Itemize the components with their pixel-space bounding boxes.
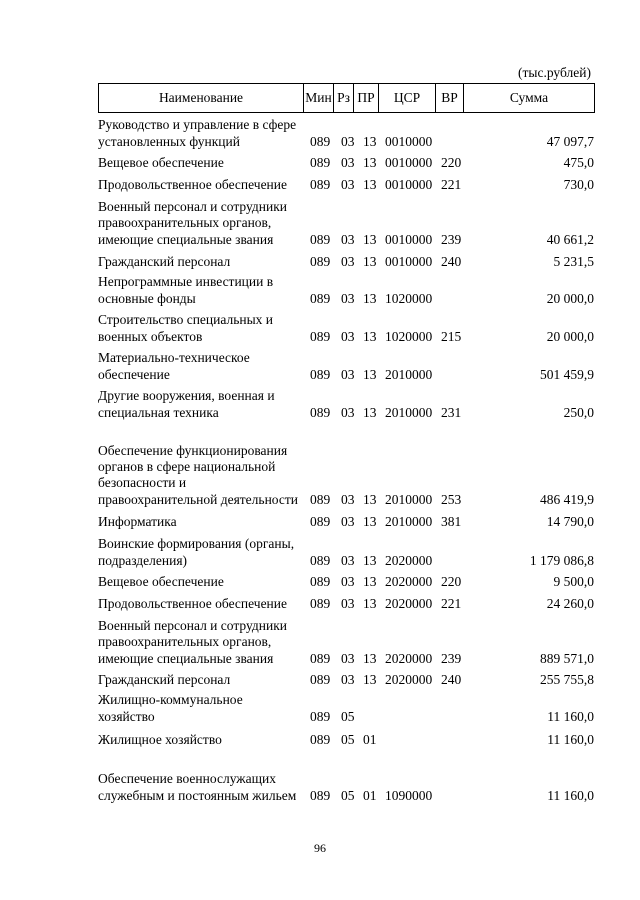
cell-csr: 2020000 [385,552,433,568]
cell-vr: 221 [441,176,462,192]
cell-rz: 03 [341,133,355,149]
cell-csr: 0010000 [385,253,433,269]
cell-name: Воинские формирования (органы, подразделения) [98,536,295,568]
cell-rz: 03 [341,491,355,507]
cell-pr: 13 [363,231,377,247]
cell-pr: 13 [363,595,377,611]
cell-min: 089 [310,290,331,306]
cell-vr: 381 [441,513,462,529]
header-pr: ПР [354,84,379,112]
cell-min: 089 [310,650,331,666]
cell-sum: 20 000,0 [546,328,594,344]
cell-min: 089 [310,154,331,170]
cell-min: 089 [310,133,331,149]
cell-vr: 220 [441,573,462,589]
cell-sum: 501 459,9 [540,366,594,382]
cell-rz: 03 [341,671,355,687]
cell-pr: 13 [363,491,377,507]
cell-name: Обеспечение военнослужащих служебным и постоянным жильем [98,771,297,803]
cell-pr: 13 [363,253,377,269]
cell-csr: 2020000 [385,650,433,666]
header-sum: Сумма [509,90,549,105]
cell-rz: 03 [341,328,355,344]
cell-sum: 14 790,0 [546,513,594,529]
cell-pr: 13 [363,671,377,687]
cell-rz: 05 [341,708,355,724]
cell-pr: 13 [363,552,377,568]
cell-name: Продовольственное обеспечение [98,176,287,192]
cell-sum: 9 500,0 [553,573,594,589]
cell-pr: 13 [363,133,377,149]
header-min: Мин [304,84,334,112]
cell-min: 089 [310,253,331,269]
cell-rz: 03 [341,231,355,247]
cell-min: 089 [310,328,331,344]
cell-vr: 215 [441,328,462,344]
cell-sum: 5 231,5 [553,253,594,269]
cell-vr: 239 [441,650,462,666]
cell-csr: 2020000 [385,595,433,611]
cell-csr: 0010000 [385,231,433,247]
cell-min: 089 [310,573,331,589]
cell-vr: 253 [441,491,462,507]
cell-csr: 2010000 [385,491,433,507]
cell-pr: 13 [363,513,377,529]
cell-vr: 231 [441,404,462,420]
cell-pr: 13 [363,366,377,382]
cell-vr: 240 [441,671,462,687]
page-number: 96 [314,841,326,855]
cell-rz: 03 [341,573,355,589]
cell-sum: 250,0 [563,404,594,420]
header-rz: Рз [334,84,354,112]
cell-min: 089 [310,595,331,611]
cell-min: 089 [310,671,331,687]
cell-vr: 220 [441,154,462,170]
cell-pr: 01 [363,787,377,803]
cell-csr: 0010000 [385,154,433,170]
cell-pr: 13 [363,404,377,420]
cell-name: Руководство и управление в сфере установленных функций [98,117,297,149]
cell-sum: 730,0 [563,176,594,192]
cell-name: Жилищное хозяйство [98,731,222,747]
cell-sum: 47 097,7 [546,133,594,149]
cell-name: Вещевое обеспечение [98,573,224,589]
cell-csr: 2020000 [385,671,433,687]
cell-name: Вещевое обеспечение [98,154,224,170]
cell-pr: 13 [363,154,377,170]
cell-sum: 11 160,0 [547,708,594,724]
cell-rz: 03 [341,253,355,269]
cell-vr: 240 [441,253,462,269]
cell-vr: 239 [441,231,462,247]
cell-pr: 13 [363,328,377,344]
cell-sum: 255 755,8 [540,671,594,687]
cell-name: Продовольственное обеспечение [98,595,287,611]
cell-pr: 13 [363,176,377,192]
cell-min: 089 [310,491,331,507]
cell-name: Военный персонал и сотрудники правоохранительных органов, имеющие специальные звания [98,618,287,666]
cell-pr: 01 [363,731,377,747]
cell-name: Гражданский персонал [98,253,231,269]
cell-csr: 1090000 [385,787,433,803]
header-vr: ВР [436,84,464,112]
cell-rz: 05 [341,787,355,803]
cell-csr: 0010000 [385,176,433,192]
cell-sum: 11 160,0 [547,787,594,803]
cell-min: 089 [310,787,331,803]
cell-rz: 05 [341,731,355,747]
cell-min: 089 [310,708,331,724]
cell-min: 089 [310,231,331,247]
cell-csr: 2010000 [385,404,433,420]
cell-min: 089 [310,552,331,568]
cell-name: Жилищно-коммунальное хозяйство [98,692,243,724]
cell-rz: 03 [341,513,355,529]
cell-pr: 13 [363,573,377,589]
cell-csr: 2020000 [385,573,433,589]
cell-min: 089 [310,731,331,747]
cell-name: Другие вооружения, военная и специальная техника [98,388,275,420]
cell-min: 089 [310,513,331,529]
cell-rz: 03 [341,595,355,611]
cell-name: Информатика [98,513,177,529]
cell-name: Строительство специальных и военных объектов [98,312,274,344]
cell-name: Материально-техническое обеспечение [98,350,250,382]
cell-sum: 20 000,0 [546,290,594,306]
units-label: (тыс.рублей) [518,65,591,80]
cell-sum: 1 179 086,8 [529,552,594,568]
cell-vr: 221 [441,595,462,611]
cell-csr: 1020000 [385,290,433,306]
cell-rz: 03 [341,552,355,568]
cell-sum: 486 419,9 [540,491,594,507]
cell-name: Обеспечение функционирования органов в сфере национальной безопасности и правоохранительной деятельности [98,442,298,507]
header-name: Наименование [99,84,304,112]
cell-name: Военный персонал и сотрудники правоохранительных органов, имеющие специальные звания [98,199,287,247]
cell-pr: 13 [363,290,377,306]
cell-sum: 889 571,0 [540,650,594,666]
cell-rz: 03 [341,290,355,306]
cell-sum: 11 160,0 [547,731,594,747]
cell-rz: 03 [341,366,355,382]
cell-rz: 03 [341,154,355,170]
header-csr: ЦСР [379,84,436,112]
cell-rz: 03 [341,176,355,192]
cell-csr: 0010000 [385,133,433,149]
cell-rz: 03 [341,404,355,420]
cell-min: 089 [310,176,331,192]
cell-pr: 13 [363,650,377,666]
cell-min: 089 [310,404,331,420]
cell-csr: 2010000 [385,513,433,529]
cell-min: 089 [310,366,331,382]
cell-rz: 03 [341,650,355,666]
cell-sum: 24 260,0 [546,595,594,611]
cell-sum: 475,0 [563,154,594,170]
cell-sum: 40 661,2 [546,231,594,247]
cell-csr: 1020000 [385,328,433,344]
cell-name: Гражданский персонал [98,671,231,687]
cell-name: Непрограммные инвестиции в основные фонды [98,274,274,306]
cell-csr: 2010000 [385,366,433,382]
